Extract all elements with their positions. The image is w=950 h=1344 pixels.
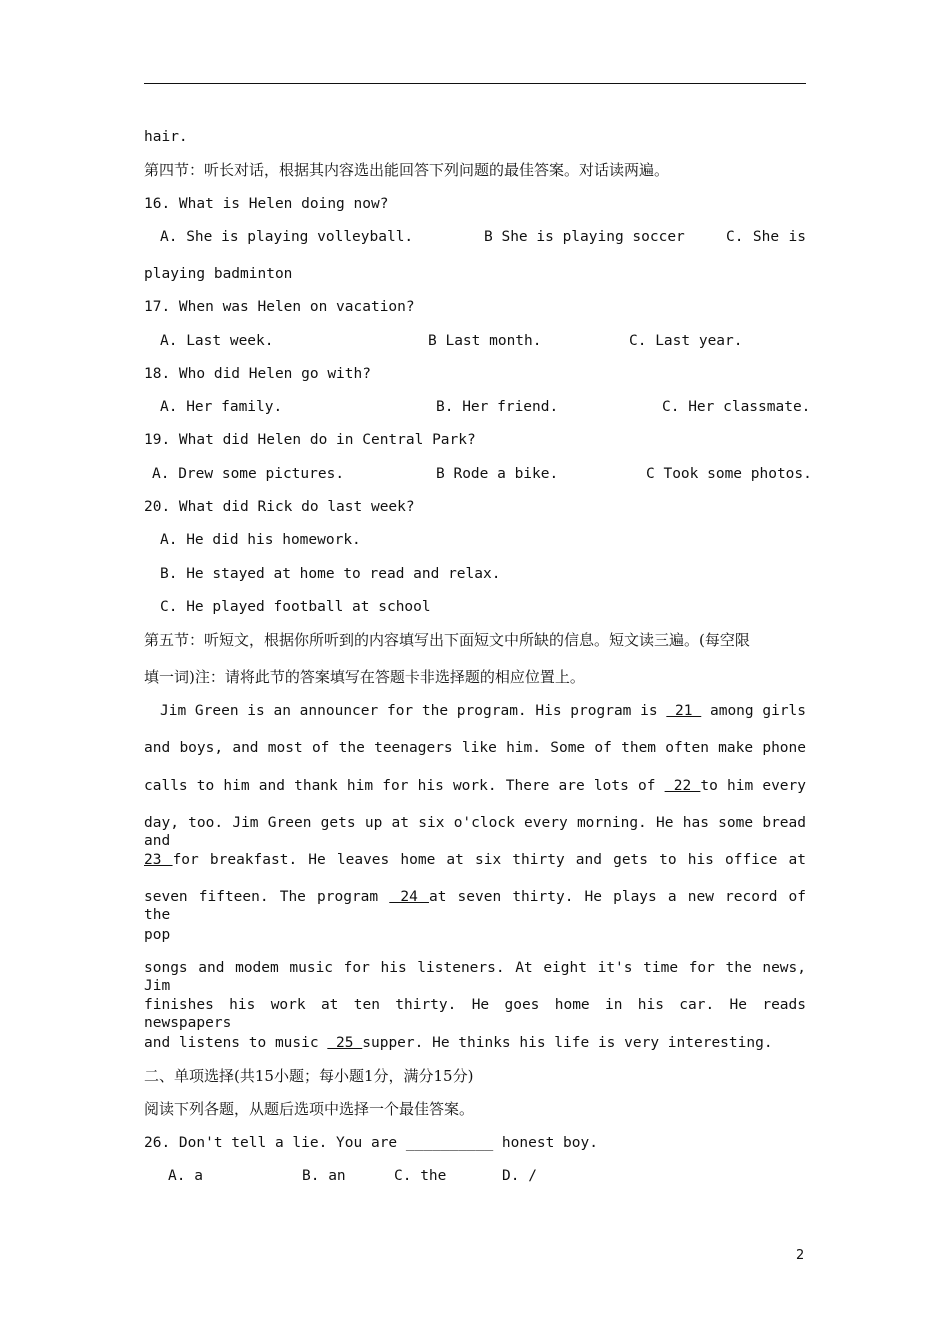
passage-line: seven fifteen. The program 24 at seven thirty. He plays a new record of the bbox=[144, 889, 807, 923]
option-17b: B Last month. bbox=[428, 333, 542, 349]
passage-line: finishes his work at ten thirty. He goes home in his car. He reads newspapers bbox=[144, 997, 806, 1031]
passage-line: calls to him and thank him for his work. There are lots of 22 to him every bbox=[144, 778, 807, 794]
question-20: 20. What did Rick do last week? bbox=[144, 499, 415, 515]
section5-title-line1: 第五节：听短文，根据你所听到的内容填写出下面短文中所缺的信息。短文读三遍。(每空限 bbox=[144, 631, 750, 649]
option-19c: C Took some photos. bbox=[646, 466, 812, 482]
option-16b: B She is playing soccer bbox=[484, 229, 685, 245]
blank-25: 25 bbox=[327, 1035, 363, 1051]
passage-line: pop bbox=[144, 927, 171, 943]
header-rule bbox=[144, 83, 806, 84]
passage-line: Jim Green is an announcer for the program. His program is 21 among girls bbox=[160, 703, 807, 719]
question-19: 19. What did Helen do in Central Park? bbox=[144, 432, 476, 448]
option-16a: A. She is playing volleyball. bbox=[160, 229, 414, 245]
part2-title: 二、单项选择(共15小题；每小题1分，满分15分) bbox=[144, 1067, 474, 1085]
page-number: 2 bbox=[796, 1248, 805, 1263]
section5-title-line2: 填一词)注：请将此节的答案填写在答题卡非选择题的相应位置上。 bbox=[144, 668, 585, 686]
blank-21: 21 bbox=[666, 703, 702, 719]
option-17c: C. Last year. bbox=[629, 333, 743, 349]
option-20c: C. He played football at school bbox=[160, 599, 431, 615]
option-20b: B. He stayed at home to read and relax. bbox=[160, 566, 501, 582]
option-26c: C. the bbox=[394, 1168, 447, 1184]
passage-line: songs and modem music for his listeners. At eight it's time for the news, Jim bbox=[144, 960, 806, 994]
option-26b: B. an bbox=[302, 1168, 346, 1184]
question-18: 18. Who did Helen go with? bbox=[144, 366, 371, 382]
option-26a: A. a bbox=[168, 1168, 203, 1184]
option-19b: B Rode a bike. bbox=[436, 466, 559, 482]
question-16: 16. What is Helen doing now? bbox=[144, 196, 389, 212]
passage-line: day, too. Jim Green gets up at six o'clock every morning. He has some bread and bbox=[144, 815, 806, 849]
option-19a: A. Drew some pictures. bbox=[152, 466, 345, 482]
option-18b: B. Her friend. bbox=[436, 399, 559, 415]
blank-22: 22 bbox=[664, 778, 701, 794]
option-20a: A. He did his homework. bbox=[160, 532, 361, 548]
passage-line: 23 for breakfast. He leaves home at six thirty and gets to his office at bbox=[144, 852, 806, 868]
option-16c: C. She is bbox=[726, 229, 806, 245]
option-17a: A. Last week. bbox=[160, 333, 274, 349]
passage-line: and listens to music 25 supper. He thinks his life is very interesting. bbox=[144, 1035, 773, 1051]
question-17: 17. When was Helen on vacation? bbox=[144, 299, 415, 315]
blank-23: 23 bbox=[144, 852, 173, 868]
section4-title: 第四节：听长对话，根据其内容选出能回答下列问题的最佳答案。对话读两遍。 bbox=[144, 161, 670, 179]
option-16c-cont: playing badminton bbox=[144, 266, 293, 282]
option-18a: A. Her family. bbox=[160, 399, 283, 415]
text-line: hair. bbox=[144, 129, 188, 145]
option-18c: C. Her classmate. bbox=[662, 399, 811, 415]
option-26d: D. / bbox=[502, 1168, 537, 1184]
part2-instruction: 阅读下列各题，从题后选项中选择一个最佳答案。 bbox=[144, 1100, 475, 1118]
passage-line: and boys, and most of the teenagers like him. Some of them often make phone bbox=[144, 740, 806, 756]
blank-24: 24 bbox=[389, 889, 429, 905]
question-26: 26. Don't tell a lie. You are __________ honest boy. bbox=[144, 1135, 598, 1151]
